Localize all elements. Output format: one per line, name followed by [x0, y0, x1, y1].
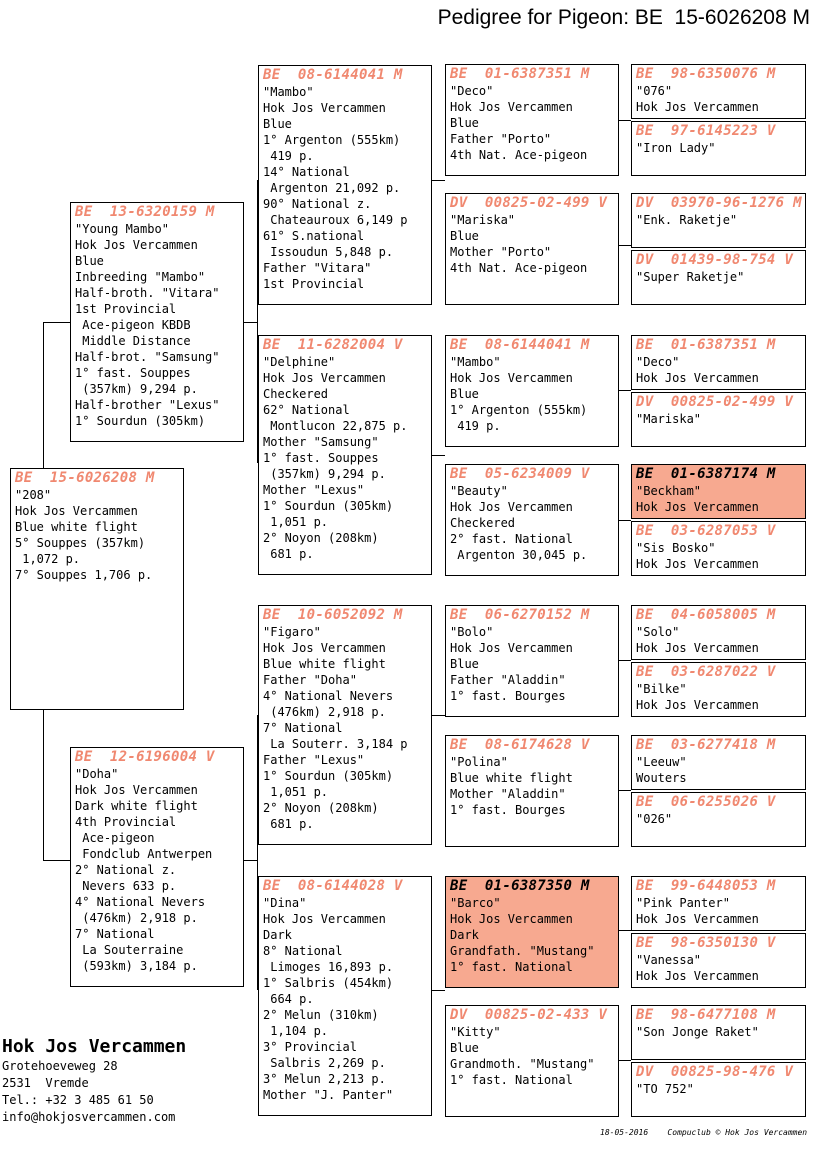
pigeon-info-line: 7° Souppes 1,706 p.: [15, 568, 153, 582]
ring-number: DV 03970-96-1276 M: [636, 195, 802, 211]
pigeon-card: [445, 1005, 619, 1117]
pigeon-card: [445, 335, 619, 447]
pigeon-info-line: 1° fast. National: [450, 1073, 573, 1087]
pigeon-info-line: Hok Jos Vercammen: [636, 371, 759, 385]
pigeon-info-line: Fondclub Antwerpen: [75, 847, 213, 861]
pigeon-name: "Beckham": [636, 484, 702, 498]
pigeon-info-line: 1° fast. Bourges: [450, 689, 566, 703]
pigeon-info-line: (593km) 3,184 p.: [75, 959, 198, 973]
pigeon-info-line: Father "Vitara": [263, 261, 372, 275]
pigeon-info-line: Hok Jos Vercammen: [636, 100, 759, 114]
ring-number: DV 00825-02-499 V: [636, 394, 794, 410]
pigeon-info-line: Hok Jos Vercammen: [450, 912, 573, 926]
pigeon-card: [631, 735, 806, 790]
pigeon-card: [445, 735, 619, 847]
pigeon-info-line: La Souterr. 3,184 p: [263, 737, 408, 751]
ring-number: BE 01-6387351 M: [636, 337, 776, 353]
pigeon-info-line: Issoudun 5,848 p.: [263, 245, 394, 259]
pigeon-card: [258, 65, 432, 305]
pigeon-info-line: 61° S.national: [263, 229, 365, 243]
pigeon-info-line: Middle Distance: [75, 334, 191, 348]
pigeon-info-line: Hok Jos Vercammen: [636, 557, 759, 571]
pigeon-info-line: Hok Jos Vercammen: [15, 504, 138, 518]
pigeon-info-line: Dark white flight: [75, 799, 198, 813]
pigeon-name: "Beauty": [450, 484, 508, 498]
pigeon-info-line: La Souterraine: [75, 943, 184, 957]
pigeon-info-line: 1st Provincial: [75, 302, 177, 316]
pigeon-card: [70, 202, 244, 442]
pigeon-info-line: 4° National Nevers: [75, 895, 206, 909]
pigeon-info-line: (357km) 9,294 p.: [263, 467, 386, 481]
pigeon-info-line: Father "Doha": [263, 673, 357, 687]
pigeon-card: [631, 335, 806, 390]
pigeon-info-line: Blue: [263, 117, 292, 131]
pigeon-info-line: 681 p.: [263, 547, 314, 561]
pigeon-name: "076": [636, 84, 673, 98]
pigeon-info-line: 419 p.: [263, 149, 314, 163]
pigeon-card: [631, 193, 806, 248]
pigeon-info-line: Blue: [450, 1041, 479, 1055]
loft-info: [2, 1036, 186, 1126]
pigeon-info-line: 681 p.: [263, 817, 314, 831]
pigeon-info-line: Hok Jos Vercammen: [636, 641, 759, 655]
pigeon-info-line: Nevers 633 p.: [75, 879, 177, 893]
pigeon-info-line: Checkered: [263, 387, 329, 401]
pigeon-info-line: Mother "Porto": [450, 245, 552, 259]
pigeon-name: "Sis Bosko": [636, 541, 716, 555]
pigeon-card: [631, 521, 806, 576]
pigeon-name: "Mariska": [450, 213, 516, 227]
pigeon-card: [631, 392, 806, 447]
pigeon-info-line: Hok Jos Vercammen: [263, 101, 386, 115]
pigeon-info-line: Wouters: [636, 771, 687, 785]
pigeon-info-line: Montlucon 22,875 p.: [263, 419, 408, 433]
pigeon-info-line: 7° National: [263, 721, 343, 735]
pigeon-info-line: Argenton 30,045 p.: [450, 548, 588, 562]
pigeon-card: [445, 464, 619, 576]
pigeon-info-line: (476km) 2,918 p.: [263, 705, 386, 719]
pigeon-card: [631, 464, 806, 519]
ring-number: BE 04-6058005 M: [636, 607, 776, 623]
loft-phone: Tel.: +32 3 485 61 50: [2, 1093, 154, 1107]
ring-number: BE 08-6144041 M: [450, 337, 590, 353]
ring-number: BE 98-6477108 M: [636, 1007, 776, 1023]
pigeon-info-line: 7° National: [75, 927, 155, 941]
pigeon-info-line: Dark: [450, 928, 479, 942]
pigeon-info-line: Hok Jos Vercammen: [263, 912, 386, 926]
pigeon-info-line: Mother "J. Panter": [263, 1088, 394, 1102]
ring-number: BE 11-6282004 V: [263, 337, 403, 353]
pigeon-info-line: 8° National: [263, 944, 343, 958]
pigeon-name: "Pink Panter": [636, 896, 730, 910]
pigeon-info-line: Mother "Lexus": [263, 483, 365, 497]
pigeon-name: "Deco": [450, 84, 494, 98]
ring-number: BE 12-6196004 V: [75, 749, 215, 765]
pigeon-name: "Barco": [450, 896, 501, 910]
pigeon-info-line: Grandfath. "Mustang": [450, 944, 595, 958]
pigeon-info-line: Mother "Aladdin": [450, 787, 566, 801]
pigeon-info-line: Grandmoth. "Mustang": [450, 1057, 595, 1071]
ring-number: BE 08-6174628 V: [450, 737, 590, 753]
pigeon-info-line: Blue: [75, 254, 104, 268]
ring-number: BE 08-6144028 V: [263, 878, 403, 894]
pigeon-info-line: Blue: [450, 387, 479, 401]
pigeon-name: "Deco": [636, 355, 680, 369]
pigeon-info-line: Hok Jos Vercammen: [636, 698, 759, 712]
pigeon-info-line: Half-brother "Lexus": [75, 398, 220, 412]
pigeon-card: [631, 792, 806, 847]
footer-credit: 18-05-2016 Compuclub © Hok Jos Vercammen: [600, 1128, 808, 1137]
pigeon-info-line: 1,072 p.: [15, 552, 81, 566]
pigeon-name: "Solo": [636, 625, 680, 639]
pigeon-info-line: 419 p.: [450, 419, 501, 433]
pigeon-info-line: 1° Salbris (454km): [263, 976, 394, 990]
ring-number: BE 97-6145223 V: [636, 123, 776, 139]
pigeon-info-line: Father "Porto": [450, 132, 552, 146]
pigeon-info-line: Hok Jos Vercammen: [75, 783, 198, 797]
pigeon-name: "Leeuw": [636, 755, 687, 769]
pigeon-card: [631, 605, 806, 660]
pigeon-info-line: 1° fast. Souppes: [263, 451, 379, 465]
pigeon-info-line: 1,051 p.: [263, 785, 329, 799]
pigeon-info-line: (476km) 2,918 p.: [75, 911, 198, 925]
pigeon-info-line: Argenton 21,092 p.: [263, 181, 401, 195]
pigeon-name: "Iron Lady": [636, 141, 716, 155]
pigeon-info-line: Blue white flight: [450, 771, 573, 785]
pigeon-info-line: 4th Nat. Ace-pigeon: [450, 148, 588, 162]
pigeon-info-line: Ace-pigeon: [75, 831, 155, 845]
ring-number: BE 01-6387350 M: [450, 878, 590, 894]
pigeon-info-line: 1° Argenton (555km): [263, 133, 401, 147]
pigeon-name: "Delphine": [263, 355, 336, 369]
pigeon-info-line: 1° fast. National: [450, 960, 573, 974]
pigeon-info-line: 664 p.: [263, 992, 314, 1006]
pigeon-info-line: Limoges 16,893 p.: [263, 960, 394, 974]
pigeon-card: [631, 64, 806, 119]
pigeon-card: [445, 193, 619, 305]
pigeon-info-line: 1,104 p.: [263, 1024, 329, 1038]
pigeon-info-line: Father "Aladdin": [450, 673, 566, 687]
pigeon-name: "026": [636, 812, 673, 826]
pigeon-info-line: 4th Provincial: [75, 815, 177, 829]
pigeon-info-line: 1° Argenton (555km): [450, 403, 588, 417]
pigeon-info-line: Blue: [450, 657, 479, 671]
pigeon-info-line: 2° fast. National: [450, 532, 573, 546]
pigeon-info-line: Ace-pigeon KBDB: [75, 318, 191, 332]
pigeon-info-line: Half-broth. "Vitara": [75, 286, 220, 300]
loft-email: info@hokjosvercammen.com: [2, 1110, 176, 1124]
pigeon-card: [70, 747, 244, 987]
pigeon-info-line: 2° Noyon (208km): [263, 531, 379, 545]
pigeon-name: "208": [15, 488, 52, 502]
pigeon-name: "Mambo": [450, 355, 501, 369]
pigeon-name: "Bilke": [636, 682, 687, 696]
pigeon-info-line: Hok Jos Vercammen: [636, 500, 759, 514]
pigeon-card: [258, 876, 432, 1116]
loft-name: Hok Jos Vercammen: [2, 1036, 187, 1057]
pigeon-name: "Young Mambo": [75, 222, 169, 236]
pigeon-info-line: 5° Souppes (357km): [15, 536, 146, 550]
pigeon-info-line: Hok Jos Vercammen: [450, 371, 573, 385]
pigeon-info-line: 1° Sourdun (305km): [75, 414, 206, 428]
pigeon-info-line: Blue: [450, 116, 479, 130]
ring-number: BE 06-6255026 V: [636, 794, 776, 810]
pigeon-name: "Kitty": [450, 1025, 501, 1039]
ring-number: BE 01-6387351 M: [450, 66, 590, 82]
pigeon-info-line: (357km) 9,294 p.: [75, 382, 198, 396]
ring-number: BE 13-6320159 M: [75, 204, 215, 220]
pigeon-info-line: 2° Melun (310km): [263, 1008, 379, 1022]
pigeon-name: "Figaro": [263, 625, 321, 639]
ring-number: BE 03-6287053 V: [636, 523, 776, 539]
pigeon-info-line: 90° National z.: [263, 197, 372, 211]
ring-number: BE 03-6277418 M: [636, 737, 776, 753]
pigeon-name: "Mariska": [636, 412, 702, 426]
loft-address: Grotehoeveweg 28: [2, 1059, 118, 1073]
pigeon-info-line: Father "Lexus": [263, 753, 365, 767]
pigeon-card: [631, 1005, 806, 1060]
pigeon-info-line: Blue: [450, 229, 479, 243]
pigeon-info-line: 3° Melun 2,213 p.: [263, 1072, 386, 1086]
ring-number: DV 01439-98-754 V: [636, 252, 794, 268]
pigeon-card: [445, 605, 619, 717]
ring-number: BE 99-6448053 M: [636, 878, 776, 894]
pigeon-info-line: Inbreeding "Mambo": [75, 270, 206, 284]
pigeon-info-line: Mother "Samsung": [263, 435, 379, 449]
pigeon-info-line: 1° fast. Bourges: [450, 803, 566, 817]
pigeon-card: [631, 876, 806, 931]
pigeon-info-line: 3° Provincial: [263, 1040, 357, 1054]
pigeon-info-line: 1° Sourdun (305km): [263, 499, 394, 513]
pigeon-name: "Son Jonge Raket": [636, 1025, 759, 1039]
pigeon-info-line: 4° National Nevers: [263, 689, 394, 703]
ring-number: BE 98-6350130 V: [636, 935, 776, 951]
pigeon-info-line: Hok Jos Vercammen: [636, 969, 759, 983]
pigeon-name: "Polina": [450, 755, 508, 769]
pigeon-card: [445, 876, 619, 988]
ring-number: BE 03-6287022 V: [636, 664, 776, 680]
page-title: Pedigree for Pigeon: BE 15-6026208 M: [437, 6, 810, 29]
ring-number: DV 00825-98-476 V: [636, 1064, 794, 1080]
ring-number: BE 05-6234009 V: [450, 466, 590, 482]
ring-number: BE 08-6144041 M: [263, 67, 403, 83]
pigeon-name: "Super Raketje": [636, 270, 745, 284]
pigeon-info-line: Blue white flight: [15, 520, 138, 534]
pigeon-info-line: 1,051 p.: [263, 515, 329, 529]
pigeon-info-line: Hok Jos Vercammen: [450, 100, 573, 114]
pigeon-info-line: Checkered: [450, 516, 516, 530]
pigeon-info-line: 14° National: [263, 165, 350, 179]
ring-number: BE 01-6387174 M: [636, 466, 776, 482]
pigeon-card: [631, 1062, 806, 1117]
pigeon-info-line: 4th Nat. Ace-pigeon: [450, 261, 588, 275]
pigeon-info-line: 1° fast. Souppes: [75, 366, 191, 380]
pigeon-info-line: Hok Jos Vercammen: [636, 912, 759, 926]
pigeon-name: "Bolo": [450, 625, 494, 639]
pigeon-info-line: Hok Jos Vercammen: [450, 500, 573, 514]
pigeon-card: [445, 64, 619, 176]
pigeon-info-line: 1st Provincial: [263, 277, 365, 291]
pigeon-name: "Vanessa": [636, 953, 702, 967]
ring-number: DV 00825-02-433 V: [450, 1007, 608, 1023]
ring-number: BE 15-6026208 M: [15, 470, 155, 486]
ring-number: DV 00825-02-499 V: [450, 195, 608, 211]
ring-number: BE 98-6350076 M: [636, 66, 776, 82]
pigeon-info-line: Hok Jos Vercammen: [263, 641, 386, 655]
pigeon-info-line: Salbris 2,269 p.: [263, 1056, 386, 1070]
pigeon-name: "Doha": [75, 767, 119, 781]
pigeon-card: [631, 933, 806, 988]
pigeon-info-line: Dark: [263, 928, 292, 942]
pigeon-info-line: Chateauroux 6,149 p: [263, 213, 408, 227]
pigeon-info-line: 2° Noyon (208km): [263, 801, 379, 815]
ring-number: BE 10-6052092 M: [263, 607, 403, 623]
pigeon-name: "Mambo": [263, 85, 314, 99]
pigeon-info-line: Hok Jos Vercammen: [450, 641, 573, 655]
ring-number: BE 06-6270152 M: [450, 607, 590, 623]
pigeon-info-line: Hok Jos Vercammen: [75, 238, 198, 252]
pigeon-card: [631, 121, 806, 176]
pigeon-info-line: 2° National z.: [75, 863, 177, 877]
pigeon-name: "Enk. Raketje": [636, 213, 738, 227]
pigeon-info-line: Half-brot. "Samsung": [75, 350, 220, 364]
pigeon-card: [631, 250, 806, 305]
pigeon-card: [10, 468, 184, 710]
pigeon-info-line: 1° Sourdun (305km): [263, 769, 394, 783]
pigeon-name: "Dina": [263, 896, 307, 910]
pigeon-card: [258, 605, 432, 845]
loft-city: 2531 Vremde: [2, 1076, 89, 1090]
pigeon-info-line: Blue white flight: [263, 657, 386, 671]
pigeon-info-line: 62° National: [263, 403, 350, 417]
pigeon-card: [631, 662, 806, 717]
pigeon-name: "TO 752": [636, 1082, 694, 1096]
pigeon-card: [258, 335, 432, 575]
pigeon-info-line: Hok Jos Vercammen: [263, 371, 386, 385]
